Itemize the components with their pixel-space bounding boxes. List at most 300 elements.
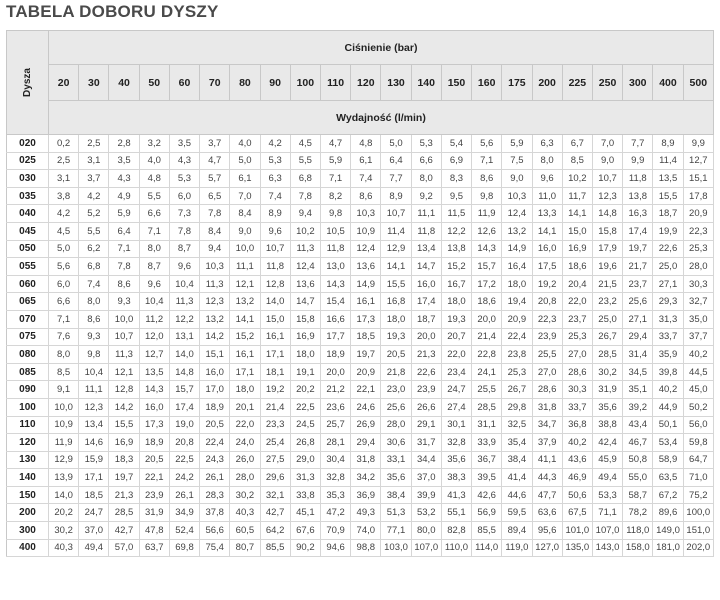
flow-value-cell: 9,4	[290, 205, 320, 223]
flow-value-cell: 69,8	[169, 539, 199, 557]
flow-value-cell: 17,1	[230, 363, 260, 381]
flow-value-cell: 21,4	[472, 328, 502, 346]
flow-value-cell: 11,1	[230, 258, 260, 276]
flow-value-cell: 22,0	[441, 346, 471, 364]
flow-value-cell: 20,5	[381, 346, 411, 364]
flow-value-cell: 21,4	[260, 398, 290, 416]
flow-value-cell: 22,5	[169, 451, 199, 469]
flow-value-cell: 32,5	[502, 416, 532, 434]
flow-value-cell: 16,3	[623, 205, 653, 223]
flow-value-cell: 8,6	[351, 187, 381, 205]
flow-value-cell: 14,8	[592, 205, 622, 223]
flow-value-cell: 35,6	[592, 398, 622, 416]
flow-value-cell: 8,0	[139, 240, 169, 258]
flow-value-cell: 8,4	[200, 222, 230, 240]
flow-value-cell: 13,3	[532, 205, 562, 223]
flow-value-cell: 16,0	[200, 363, 230, 381]
flow-value-cell: 33,9	[472, 434, 502, 452]
nozzle-size-label: 200	[7, 504, 49, 522]
flow-value-cell: 16,9	[290, 328, 320, 346]
table-row	[7, 522, 714, 540]
flow-value-cell: 135,0	[562, 539, 592, 557]
table-row	[7, 486, 714, 504]
flow-value-cell: 32,8	[320, 469, 350, 487]
flow-value-cell: 20,8	[169, 434, 199, 452]
flow-value-cell: 16,4	[502, 258, 532, 276]
flow-value-cell: 28,1	[320, 434, 350, 452]
flow-value-cell: 12,6	[472, 222, 502, 240]
table-row	[7, 539, 714, 557]
flow-value-cell: 10,7	[260, 240, 290, 258]
flow-value-cell: 29,1	[411, 416, 441, 434]
flow-value-cell: 10,4	[139, 293, 169, 311]
flow-value-cell: 12,0	[139, 328, 169, 346]
table-row	[7, 363, 714, 381]
flow-value-cell: 18,3	[109, 451, 139, 469]
flow-value-cell: 158,0	[623, 539, 653, 557]
table-row	[7, 504, 714, 522]
nozzle-size-label: 075	[7, 328, 49, 346]
flow-value-cell: 6,0	[169, 187, 199, 205]
flow-value-cell: 8,3	[441, 170, 471, 188]
flow-value-cell: 10,3	[200, 258, 230, 276]
flow-value-cell: 13,0	[320, 258, 350, 276]
flow-value-cell: 5,5	[139, 187, 169, 205]
flow-value-cell: 9,2	[411, 187, 441, 205]
flow-value-cell: 9,8	[472, 187, 502, 205]
flow-value-cell: 181,0	[653, 539, 683, 557]
flow-value-cell: 10,5	[320, 222, 350, 240]
flow-value-cell: 17,1	[79, 469, 109, 487]
nozzle-size-label: 140	[7, 469, 49, 487]
flow-value-cell: 37,8	[200, 504, 230, 522]
flow-value-cell: 24,5	[290, 416, 320, 434]
flow-value-cell: 28,0	[381, 416, 411, 434]
flow-value-cell: 20,9	[502, 310, 532, 328]
flow-value-cell: 40,2	[653, 381, 683, 399]
nozzle-size-label: 090	[7, 381, 49, 399]
flow-value-cell: 30,2	[230, 486, 260, 504]
flow-value-cell: 51,3	[381, 504, 411, 522]
table-row	[7, 135, 714, 153]
flow-value-cell: 37,0	[411, 469, 441, 487]
flow-value-cell: 31,9	[139, 504, 169, 522]
flow-value-cell: 14,7	[290, 293, 320, 311]
pressure-col-header: 200	[532, 65, 562, 101]
flow-value-cell: 22,1	[139, 469, 169, 487]
flow-value-cell: 6,4	[109, 222, 139, 240]
flow-value-cell: 22,4	[502, 328, 532, 346]
dysza-header: Dysza	[7, 31, 49, 135]
flow-value-cell: 30,2	[49, 522, 79, 540]
flow-value-cell: 3,5	[169, 135, 199, 153]
flow-value-cell: 42,7	[109, 522, 139, 540]
flow-value-cell: 16,0	[411, 275, 441, 293]
flow-value-cell: 23,4	[441, 363, 471, 381]
flow-value-cell: 7,7	[623, 135, 653, 153]
flow-value-cell: 11,1	[411, 205, 441, 223]
flow-value-cell: 5,5	[79, 222, 109, 240]
flow-value-cell: 30,1	[441, 416, 471, 434]
flow-value-cell: 55,0	[623, 469, 653, 487]
flow-value-cell: 18,0	[230, 381, 260, 399]
flow-value-cell: 10,0	[49, 398, 79, 416]
flow-value-cell: 25,7	[320, 416, 350, 434]
flow-value-cell: 19,1	[290, 363, 320, 381]
flow-value-cell: 8,0	[49, 346, 79, 364]
flow-value-cell: 8,7	[169, 240, 199, 258]
flow-value-cell: 22,5	[290, 398, 320, 416]
pressure-col-header: 60	[169, 65, 199, 101]
pressure-col-header: 70	[200, 65, 230, 101]
flow-value-cell: 11,3	[290, 240, 320, 258]
flow-value-cell: 5,2	[79, 205, 109, 223]
nozzle-size-label: 080	[7, 346, 49, 364]
table-row	[7, 187, 714, 205]
flow-value-cell: 31,9	[592, 381, 622, 399]
flow-value-cell: 41,3	[441, 486, 471, 504]
flow-value-cell: 14,2	[200, 328, 230, 346]
flow-value-cell: 50,6	[562, 486, 592, 504]
flow-value-cell: 118,0	[623, 522, 653, 540]
flow-value-cell: 6,6	[49, 293, 79, 311]
flow-value-cell: 21,7	[623, 258, 653, 276]
flow-value-cell: 43,4	[623, 416, 653, 434]
flow-value-cell: 149,0	[653, 522, 683, 540]
nozzle-size-label: 300	[7, 522, 49, 540]
pressure-col-header: 80	[230, 65, 260, 101]
flow-value-cell: 24,6	[351, 398, 381, 416]
flow-value-cell: 12,9	[381, 240, 411, 258]
flow-value-cell: 6,2	[79, 240, 109, 258]
flow-value-cell: 23,9	[532, 328, 562, 346]
flow-value-cell: 58,9	[653, 451, 683, 469]
flow-value-cell: 4,7	[200, 152, 230, 170]
flow-value-cell: 12,1	[230, 275, 260, 293]
pressure-col-header: 110	[320, 65, 350, 101]
flow-value-cell: 36,8	[562, 416, 592, 434]
flow-value-cell: 80,0	[411, 522, 441, 540]
flow-value-cell: 24,1	[472, 363, 502, 381]
flow-value-cell: 39,9	[411, 486, 441, 504]
nozzle-size-label: 050	[7, 240, 49, 258]
flow-value-cell: 26,0	[230, 451, 260, 469]
flow-value-cell: 10,2	[562, 170, 592, 188]
flow-value-cell: 40,3	[49, 539, 79, 557]
flow-value-cell: 13,2	[230, 293, 260, 311]
flow-value-cell: 77,1	[381, 522, 411, 540]
table-row	[7, 152, 714, 170]
flow-value-cell: 35,6	[381, 469, 411, 487]
flow-value-cell: 17,1	[260, 346, 290, 364]
flow-value-cell: 20,0	[472, 310, 502, 328]
pressure-col-header: 160	[472, 65, 502, 101]
flow-value-cell: 20,5	[139, 451, 169, 469]
flow-value-cell: 14,3	[472, 240, 502, 258]
flow-value-cell: 34,5	[623, 363, 653, 381]
flow-value-cell: 24,7	[79, 504, 109, 522]
flow-value-cell: 23,8	[502, 346, 532, 364]
flow-value-cell: 18,5	[351, 328, 381, 346]
flow-value-cell: 20,0	[411, 328, 441, 346]
flow-value-cell: 63,7	[139, 539, 169, 557]
flow-value-cell: 25,3	[683, 240, 713, 258]
flow-value-cell: 15,7	[472, 258, 502, 276]
table-row	[7, 328, 714, 346]
flow-value-cell: 13,2	[502, 222, 532, 240]
flow-value-cell: 26,7	[592, 328, 622, 346]
flow-value-cell: 11,4	[653, 152, 683, 170]
nozzle-size-label: 020	[7, 135, 49, 153]
flow-value-cell: 6,0	[49, 275, 79, 293]
table-row	[7, 293, 714, 311]
flow-value-cell: 35,0	[683, 310, 713, 328]
flow-value-cell: 28,5	[109, 504, 139, 522]
table-row	[7, 416, 714, 434]
flow-value-cell: 16,9	[109, 434, 139, 452]
flow-value-cell: 94,6	[320, 539, 350, 557]
flow-value-cell: 35,4	[502, 434, 532, 452]
flow-value-cell: 55,1	[441, 504, 471, 522]
flow-value-cell: 18,5	[79, 486, 109, 504]
flow-value-cell: 6,3	[532, 135, 562, 153]
flow-value-cell: 4,8	[139, 170, 169, 188]
flow-value-cell: 8,2	[320, 187, 350, 205]
flow-value-cell: 63,5	[653, 469, 683, 487]
flow-value-cell: 4,2	[49, 205, 79, 223]
flow-value-cell: 14,7	[411, 258, 441, 276]
flow-value-cell: 11,7	[562, 187, 592, 205]
flow-value-cell: 44,5	[683, 363, 713, 381]
flow-value-cell: 10,9	[351, 222, 381, 240]
flow-value-cell: 23,6	[320, 398, 350, 416]
flow-value-cell: 9,3	[109, 293, 139, 311]
flow-value-cell: 24,3	[200, 451, 230, 469]
flow-value-cell: 15,0	[260, 310, 290, 328]
flow-value-cell: 40,2	[683, 346, 713, 364]
flow-value-cell: 35,3	[320, 486, 350, 504]
flow-value-cell: 15,2	[230, 328, 260, 346]
flow-value-cell: 4,2	[260, 135, 290, 153]
flow-value-cell: 5,9	[109, 205, 139, 223]
flow-value-cell: 36,9	[351, 486, 381, 504]
flow-value-cell: 17,8	[683, 187, 713, 205]
flow-value-cell: 5,3	[169, 170, 199, 188]
flow-value-cell: 25,3	[502, 363, 532, 381]
flow-value-cell: 18,0	[290, 346, 320, 364]
nozzle-size-label: 130	[7, 451, 49, 469]
flow-value-cell: 7,5	[502, 152, 532, 170]
table-row	[7, 240, 714, 258]
flow-value-cell: 16,7	[441, 275, 471, 293]
flow-value-cell: 42,6	[472, 486, 502, 504]
flow-value-cell: 47,7	[532, 486, 562, 504]
flow-value-cell: 31,8	[532, 398, 562, 416]
flow-value-cell: 90,2	[290, 539, 320, 557]
flow-value-cell: 7,4	[351, 170, 381, 188]
flow-value-cell: 6,8	[290, 170, 320, 188]
flow-value-cell: 7,7	[381, 170, 411, 188]
flow-value-cell: 5,7	[200, 170, 230, 188]
flow-value-cell: 15,8	[290, 310, 320, 328]
flow-value-cell: 12,7	[683, 152, 713, 170]
flow-value-cell: 35,1	[623, 381, 653, 399]
flow-value-cell: 11,0	[532, 187, 562, 205]
flow-value-cell: 23,2	[592, 293, 622, 311]
flow-value-cell: 6,6	[139, 205, 169, 223]
flow-value-cell: 7,3	[169, 205, 199, 223]
flow-value-cell: 19,4	[502, 293, 532, 311]
flow-value-cell: 82,8	[441, 522, 471, 540]
flow-value-cell: 15,5	[109, 416, 139, 434]
flow-value-cell: 5,6	[49, 258, 79, 276]
flow-value-cell: 9,5	[441, 187, 471, 205]
flow-value-cell: 34,7	[532, 416, 562, 434]
flow-value-cell: 53,4	[653, 434, 683, 452]
flow-value-cell: 107,0	[592, 522, 622, 540]
flow-value-cell: 3,7	[200, 135, 230, 153]
flow-value-cell: 16,9	[562, 240, 592, 258]
flow-value-cell: 9,6	[139, 275, 169, 293]
flow-value-cell: 5,4	[441, 135, 471, 153]
flow-value-cell: 4,3	[169, 152, 199, 170]
pressure-col-header: 175	[502, 65, 532, 101]
flow-value-cell: 21,2	[320, 381, 350, 399]
flow-value-cell: 74,0	[351, 522, 381, 540]
flow-value-cell: 12,9	[49, 451, 79, 469]
nozzle-size-label: 045	[7, 222, 49, 240]
flow-value-cell: 19,9	[653, 222, 683, 240]
flow-value-cell: 28,5	[592, 346, 622, 364]
flow-value-cell: 16,1	[351, 293, 381, 311]
flow-value-cell: 14,9	[351, 275, 381, 293]
flow-value-cell: 30,6	[381, 434, 411, 452]
flow-value-cell: 8,0	[79, 293, 109, 311]
flow-value-cell: 19,2	[532, 275, 562, 293]
flow-value-cell: 75,4	[200, 539, 230, 557]
flow-value-cell: 56,0	[683, 416, 713, 434]
flow-value-cell: 12,7	[139, 346, 169, 364]
flow-value-cell: 7,8	[200, 205, 230, 223]
flow-value-cell: 15,9	[79, 451, 109, 469]
flow-value-cell: 35,9	[653, 346, 683, 364]
flow-value-cell: 17,5	[532, 258, 562, 276]
flow-value-cell: 67,6	[290, 522, 320, 540]
flow-value-cell: 19,7	[351, 346, 381, 364]
flow-value-cell: 10,7	[109, 328, 139, 346]
flow-value-cell: 26,9	[351, 416, 381, 434]
flow-value-cell: 46,7	[623, 434, 653, 452]
flow-value-cell: 7,8	[290, 187, 320, 205]
flow-value-cell: 8,0	[532, 152, 562, 170]
flow-value-cell: 20,0	[320, 363, 350, 381]
flow-value-cell: 10,4	[169, 275, 199, 293]
flow-value-cell: 14,1	[381, 258, 411, 276]
flow-value-cell: 9,8	[320, 205, 350, 223]
flow-value-cell: 21,3	[411, 346, 441, 364]
flow-value-cell: 24,2	[169, 469, 199, 487]
flow-value-cell: 67,5	[562, 504, 592, 522]
flow-value-cell: 25,6	[623, 293, 653, 311]
flow-value-cell: 14,1	[230, 310, 260, 328]
flow-value-cell: 32,8	[441, 434, 471, 452]
pressure-col-header: 225	[562, 65, 592, 101]
flow-value-cell: 25,0	[592, 310, 622, 328]
flow-value-cell: 47,8	[139, 522, 169, 540]
table-row	[7, 434, 714, 452]
pressure-col-header: 140	[411, 65, 441, 101]
flow-value-cell: 80,7	[230, 539, 260, 557]
flow-value-cell: 22,6	[653, 240, 683, 258]
flow-value-cell: 7,8	[109, 258, 139, 276]
flow-value-cell: 12,2	[441, 222, 471, 240]
flow-value-cell: 20,1	[230, 398, 260, 416]
flow-value-cell: 18,7	[653, 205, 683, 223]
flow-value-cell: 89,6	[653, 504, 683, 522]
flow-value-cell: 34,9	[169, 504, 199, 522]
flow-value-cell: 5,0	[230, 152, 260, 170]
flow-value-cell: 31,3	[290, 469, 320, 487]
flow-value-cell: 95,6	[532, 522, 562, 540]
flow-value-cell: 7,1	[49, 310, 79, 328]
flow-value-cell: 58,7	[623, 486, 653, 504]
flow-value-cell: 42,4	[592, 434, 622, 452]
flow-value-cell: 52,4	[169, 522, 199, 540]
flow-value-cell: 44,6	[502, 486, 532, 504]
flow-value-cell: 22,3	[532, 310, 562, 328]
flow-value-cell: 49,3	[351, 504, 381, 522]
flow-value-cell: 16,0	[532, 240, 562, 258]
flow-value-cell: 47,2	[320, 504, 350, 522]
flow-value-cell: 25,6	[381, 398, 411, 416]
flow-value-cell: 71,1	[592, 504, 622, 522]
flow-value-cell: 17,9	[592, 240, 622, 258]
flow-value-cell: 18,6	[472, 293, 502, 311]
flow-value-cell: 27,0	[562, 346, 592, 364]
flow-value-cell: 14,8	[169, 363, 199, 381]
flow-value-cell: 13,4	[79, 416, 109, 434]
flow-value-cell: 27,1	[623, 310, 653, 328]
flow-value-cell: 37,0	[79, 522, 109, 540]
flow-value-cell: 44,9	[653, 398, 683, 416]
flow-value-cell: 4,8	[351, 135, 381, 153]
flow-value-cell: 12,3	[592, 187, 622, 205]
flow-value-cell: 9,6	[260, 222, 290, 240]
flow-value-cell: 4,5	[290, 135, 320, 153]
flow-value-cell: 12,4	[502, 205, 532, 223]
flow-value-cell: 22,8	[472, 346, 502, 364]
flow-value-cell: 4,0	[230, 135, 260, 153]
flow-value-cell: 8,0	[411, 170, 441, 188]
flow-value-cell: 11,8	[623, 170, 653, 188]
flow-value-cell: 28,6	[562, 363, 592, 381]
flow-value-cell: 9,1	[49, 381, 79, 399]
flow-value-cell: 8,9	[653, 135, 683, 153]
flow-value-cell: 31,1	[472, 416, 502, 434]
flow-value-cell: 22,6	[411, 363, 441, 381]
flow-value-cell: 78,2	[623, 504, 653, 522]
flow-value-cell: 3,8	[49, 187, 79, 205]
nozzle-size-label: 060	[7, 275, 49, 293]
flow-value-cell: 2,5	[49, 152, 79, 170]
flow-value-cell: 6,6	[411, 152, 441, 170]
flow-value-cell: 63,6	[532, 504, 562, 522]
nozzle-table-container	[6, 30, 714, 590]
flow-value-cell: 41,1	[532, 451, 562, 469]
flow-value-cell: 39,8	[653, 363, 683, 381]
flow-value-cell: 14,1	[532, 222, 562, 240]
flow-value-cell: 38,4	[381, 486, 411, 504]
